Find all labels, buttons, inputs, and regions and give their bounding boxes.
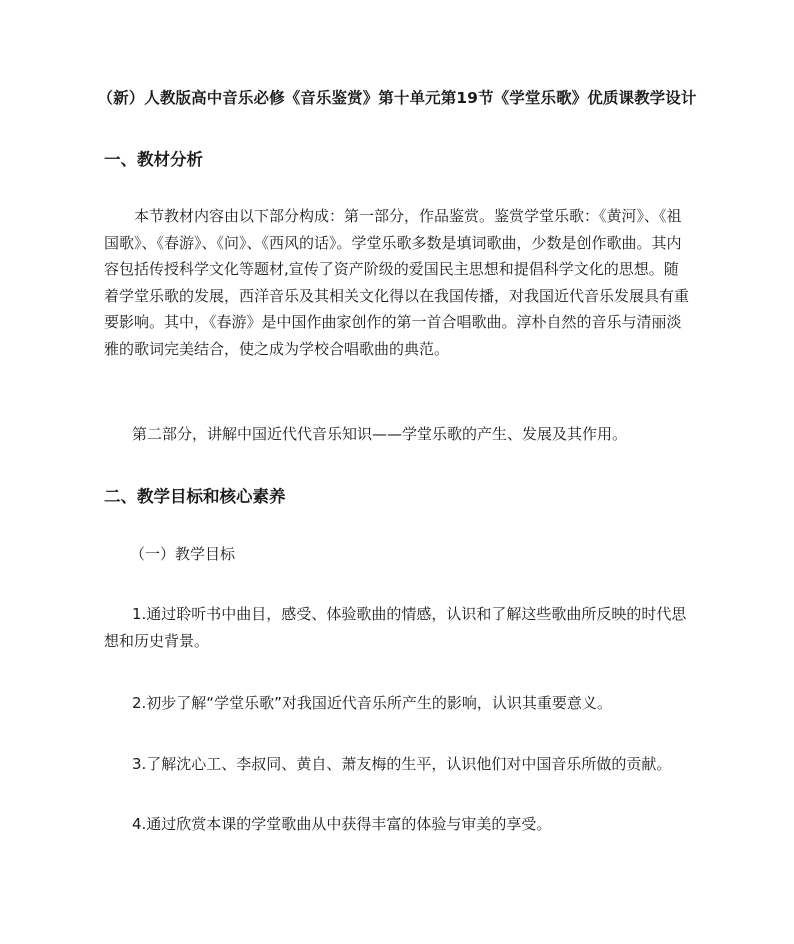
- section-heading-teaching-goals: 二、教学目标和核心素养: [104, 487, 286, 506]
- subheading-teaching-objectives: （一）教学目标: [130, 545, 236, 563]
- objective-item-1: 1.通过聆听书中曲目，感受、体验歌曲的情感，认识和了解这些歌曲所反映的时代思想和历史背景。: [104, 605, 687, 650]
- document-title: （新）人教版高中音乐必修《音乐鉴赏》第十单元第19节《学堂乐歌》优质课教学设计: [97, 89, 697, 107]
- objective-item-2: 2.初步了解“学堂乐歌”对我国近代音乐所产生的影响，认识其重要意义。: [132, 694, 612, 712]
- paragraph-part-two: 第二部分，讲解中国近代代音乐知识——学堂乐歌的产生、发展及其作用。: [132, 425, 628, 443]
- paragraph-textbook-content: 本节教材内容由以下部分构成：第一部分，作品鉴赏。鉴赏学堂乐歌：《黄河》、《祖国歌》、《春游》、《问》、《西风的话》。学堂乐歌多数是填词歌曲，少数是创作歌曲。其内容包括传授科学文化等题材,宣传了资产阶级的爱国民主思想和提倡科学文化的思想。随着学堂乐歌的发展，西洋音乐及其相关文化得以在我国传播，对我国近代音乐发展具有重要影响。其中，《春游》是中国作曲家创作的第一首合唱歌曲。淳朴自然的音乐与清丽淡雅的歌词完美结合，使之成为学校合唱歌曲的典范。: [104, 207, 690, 358]
- section-heading-textbook-analysis: 一、教材分析: [104, 150, 203, 169]
- objective-item-4: 4.通过欣赏本课的学堂歌曲从中获得丰富的体验与审美的享受。: [132, 815, 552, 833]
- objective-item-3: 3.了解沈心工、李叔同、黄自、萧友梅的生平，认识他们对中国音乐所做的贡献。: [132, 755, 672, 773]
